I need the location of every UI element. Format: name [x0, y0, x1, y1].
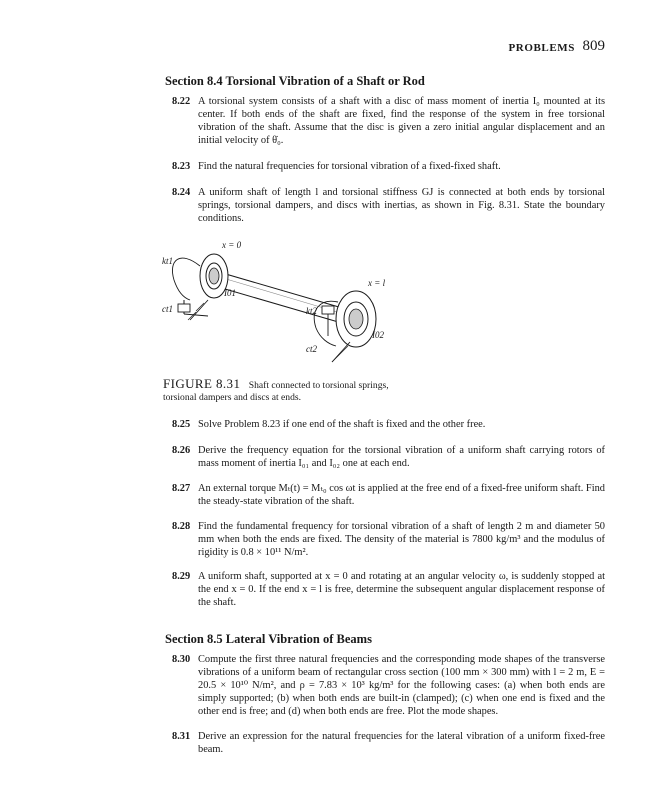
left-ground	[190, 300, 208, 320]
problem-8-31	[172, 730, 605, 756]
right-damper-cylinder	[322, 306, 334, 314]
label-xl: x = l	[368, 278, 386, 288]
label-I02: I02	[372, 330, 384, 340]
problem-number: 8.28	[172, 521, 191, 532]
shaft-body	[208, 270, 356, 326]
problem-number: 8.29	[172, 571, 191, 582]
problem-text: Derive an expression for the natural frequencies for the lateral vibration of a uniform fixed-free beam.	[198, 731, 605, 755]
right-disc-center	[349, 309, 363, 329]
problem-8-22	[172, 95, 605, 147]
problem-text: A uniform shaft, supported at x = 0 and rotating at an angular velocity ω, is suddenly stopped at the end x = 0. If the end x = l is free, determine the subsequent angular displacement response of the shaft.	[198, 571, 605, 608]
figure-caption	[163, 378, 403, 404]
problem-number: 8.25	[172, 419, 191, 430]
running-head: PROBLEMS	[508, 42, 575, 54]
problem-text: A torsional system consists of a shaft with a disc of mass moment of inertia I₀ mounted at its center. If both ends of the shaft are fixed, find the response of the system in free torsional vibration of the shaft. Assume that the disc is given a zero initial angular displacement and an initial velocity of θ̇₀.	[198, 96, 605, 146]
figure-8-31	[160, 240, 420, 380]
problem-8-30	[172, 653, 605, 718]
problem-number: 8.26	[172, 445, 191, 456]
problem-8-24	[172, 186, 605, 225]
problem-8-29	[172, 570, 605, 609]
problem-number: 8.24	[172, 187, 191, 198]
left-damper-cylinder	[178, 304, 190, 312]
problem-text: A uniform shaft of length l and torsional stiffness GJ is connected at both ends by torsional springs, torsional dampers, and discs with inertias, as shown in Fig. 8.31. State the boundary conditions.	[198, 187, 605, 224]
problem-8-28	[172, 520, 605, 559]
left-disc-center	[209, 268, 219, 284]
caption-text: Shaft connected to torsional springs, torsional dampers and discs at ends.	[163, 380, 389, 403]
problem-text: Solve Problem 8.23 if one end of the shaft is fixed and the other free.	[198, 419, 486, 430]
label-ct2: ct2	[306, 344, 317, 354]
problem-text: Find the fundamental frequency for torsional vibration of a shaft of length 2 m and diameter 50 mm when both the ends are fixed. The density of the material is 7800 kg/m³ and the modulus of rigidity is 0.8 × 10¹¹ N/m².	[198, 521, 605, 558]
problem-text: An external torque Mₜ(t) = Mₜ₀ cos ωt is applied at the free end of a fixed-free uniform shaft. Find the steady-state vibration of the shaft.	[198, 483, 605, 507]
shaft-diagram	[160, 240, 420, 380]
problem-number: 8.23	[172, 161, 191, 172]
problem-8-23	[172, 160, 605, 173]
problem-number: 8.30	[172, 654, 191, 665]
problem-text: Compute the first three natural frequencies and the corresponding mode shapes of the transverse vibrations of a uniform beam of rectangular cross section (100 mm × 300 mm) with l = 2 m, E = 20.5 × 10¹⁰ N/m², and ρ = 7.83 × 10³ kg/m³ for the following cases: (a) when both ends are simply supported; (b) when both ends are built-in (clamped); (c) when one end is fixed and the other end is free; and (d) when both ends are free. Plot the mode shapes.	[198, 654, 605, 717]
section-title-lateral: Section 8.5 Lateral Vibration of Beams	[165, 632, 372, 646]
problem-number: 8.22	[172, 96, 191, 107]
problem-8-27	[172, 482, 605, 508]
problem-number: 8.27	[172, 483, 191, 494]
label-x0: x = 0	[222, 240, 242, 250]
caption-label: FIGURE 8.31	[163, 376, 241, 391]
label-kt2: kt2	[306, 306, 317, 316]
label-I01: I01	[224, 288, 236, 298]
page-number: 809	[582, 38, 605, 54]
label-ct1: ct1	[162, 304, 173, 314]
problem-number: 8.31	[172, 731, 191, 742]
left-spring-coil	[172, 258, 200, 300]
page-header	[0, 40, 645, 60]
problem-8-25	[172, 418, 605, 431]
problem-8-26	[172, 444, 605, 470]
label-kt1: kt1	[162, 256, 173, 266]
section-title-torsional: Section 8.4 Torsional Vibration of a Shaft or Rod	[165, 74, 425, 88]
problem-text: Find the natural frequencies for torsional vibration of a fixed-fixed shaft.	[198, 161, 501, 172]
problem-text: Derive the frequency equation for the torsional vibration of a uniform shaft carrying rotors of mass moment of inertia I₀₁ and I₀₂ one at each end.	[198, 445, 605, 469]
